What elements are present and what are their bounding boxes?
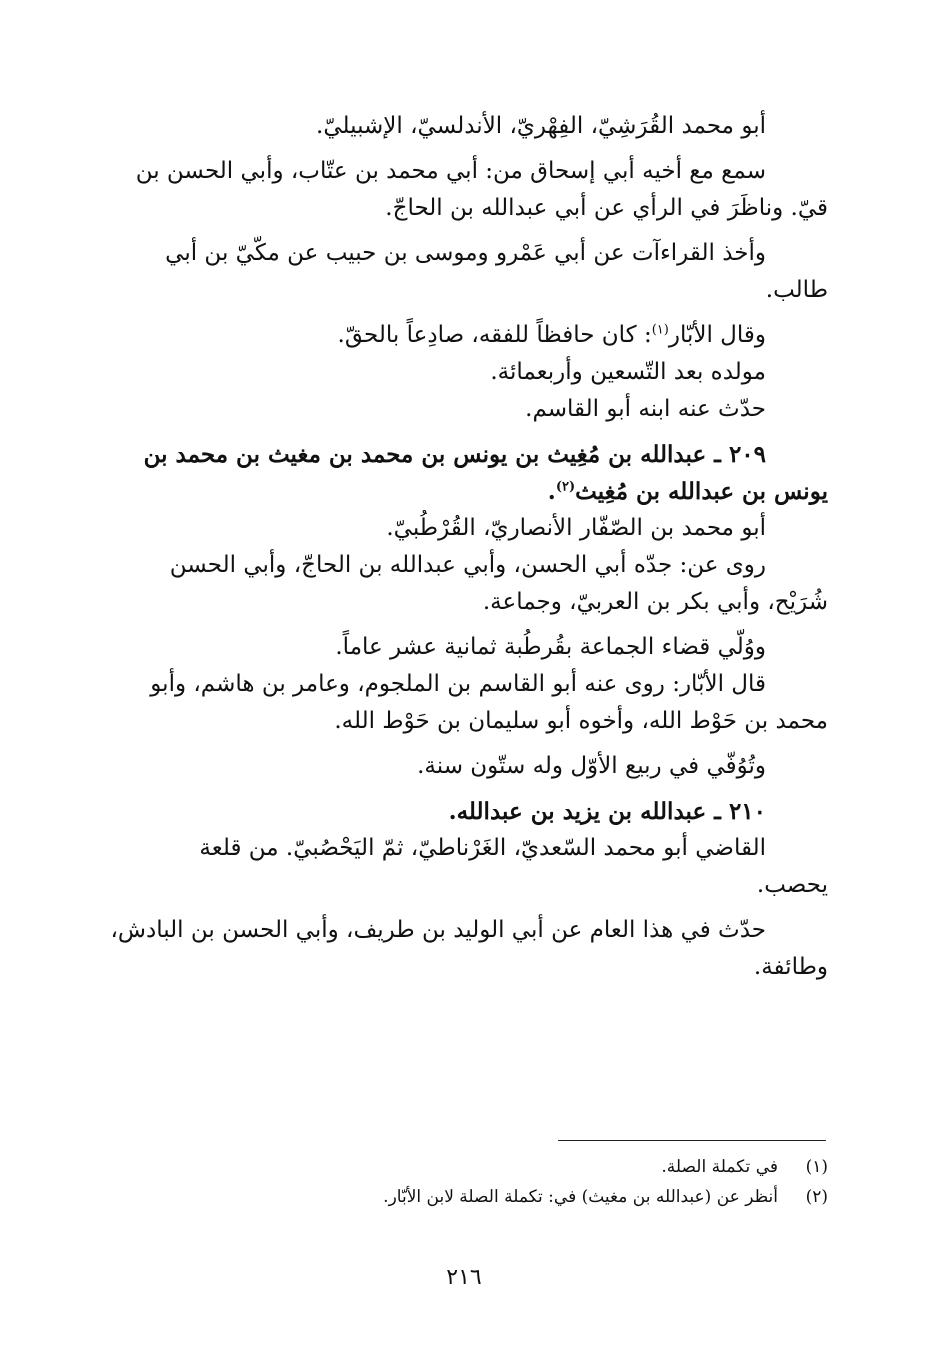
footnote-text: أنظر عن (عبدالله بن مغيث) في: تكملة الصلة لابن الأبّار. bbox=[383, 1187, 778, 1207]
text-line: وأخذ القراءآت عن أبي عَمْرو وموسى بن حبيب عن مكّيّ بن أبي bbox=[165, 240, 766, 266]
footnote-number: (١) bbox=[805, 1157, 828, 1177]
text-line: ٢١٠ ـ عبدالله بن يزيد بن عبدالله. bbox=[448, 798, 766, 825]
footnote bbox=[98, 1182, 828, 1212]
paragraph bbox=[98, 748, 828, 785]
text-line bbox=[98, 317, 828, 354]
footnote bbox=[98, 1152, 828, 1182]
text-run: وقال الأبّار bbox=[668, 322, 766, 348]
text-line: وتُوُفّي في ربيع الأوّل وله ستّون سنة. bbox=[417, 753, 766, 779]
page-number: ٢١٦ bbox=[446, 1265, 482, 1290]
text-line: قال الأبّار: روى عنه أبو القاسم بن الملجوم، وعامر بن هاشم، وأبو bbox=[150, 671, 766, 697]
footnote-ref: (٢) bbox=[555, 479, 576, 495]
text-line: حدّث في هذا العام عن أبي الوليد بن طريف، وأبي الحسن بن البادش، bbox=[110, 917, 766, 943]
text-line: أبو محمد بن الصّفّار الأنصاريّ، القُرْطُبيّ. bbox=[386, 515, 766, 541]
footnote-number: (٢) bbox=[805, 1187, 828, 1207]
paragraph bbox=[98, 391, 828, 428]
text-line: ووُلّي قضاء الجماعة بقُرطُبة ثمانية عشر عاماً. bbox=[335, 634, 766, 660]
text-line bbox=[98, 473, 828, 510]
paragraph bbox=[98, 830, 828, 904]
paragraph bbox=[98, 510, 828, 547]
footnote-text: في تكملة الصلة. bbox=[661, 1157, 778, 1177]
text-line: روى عن: جدّه أبي الحسن، وأبي عبدالله بن الحاجّ، وأبي الحسن bbox=[169, 552, 766, 578]
paragraph bbox=[98, 547, 828, 621]
main-text bbox=[98, 108, 828, 986]
paragraph bbox=[98, 153, 828, 227]
footnote-ref: (١) bbox=[651, 322, 669, 338]
paragraph bbox=[98, 912, 828, 986]
text-line: أبو محمد القُرَشِيّ، الفِهْريّ، الأندلسيّ، الإشبيليّ. bbox=[316, 113, 766, 139]
text-line: ٢٠٩ ـ عبدالله بن مُغِيث بن يونس بن محمد بن مغيث بن محمد بن bbox=[143, 441, 766, 468]
paragraph bbox=[98, 666, 828, 740]
text-line: القاضي أبو محمد السّعديّ، الغَرْناطيّ، ثمّ اليَحْصُبيّ. من قلعة bbox=[199, 835, 766, 861]
text-run: يونس بن عبدالله بن مُغِيث bbox=[575, 478, 828, 505]
footnote-divider bbox=[558, 1140, 826, 1141]
text-run: : كان حافظاً للفقه، صادِعاً بالحقّ. bbox=[337, 322, 652, 348]
entry-heading bbox=[98, 793, 828, 830]
footnotes bbox=[98, 1152, 828, 1212]
text-line: يحصب. bbox=[756, 872, 828, 898]
text-line: سمع مع أخيه أبي إسحاق من: أبي محمد بن عتّاب، وأبي الحسن بن bbox=[135, 158, 766, 184]
text-line: حدّث عنه ابنه أبو القاسم. bbox=[525, 396, 766, 422]
text-line: وطائفة. bbox=[753, 954, 828, 980]
entry-heading bbox=[98, 436, 828, 510]
text-line: مولده بعد التّسعين وأربعمائة. bbox=[490, 359, 766, 385]
paragraph bbox=[98, 108, 828, 145]
paragraph bbox=[98, 354, 828, 391]
paragraph bbox=[98, 235, 828, 309]
text-run: . bbox=[547, 478, 556, 505]
text-line: قيّ. وناظَرَ في الرأي عن أبي عبدالله بن الحاجّ. bbox=[385, 195, 828, 221]
paragraph bbox=[98, 629, 828, 666]
text-line: محمد بن حَوْط الله، وأخوه أبو سليمان بن حَوْط الله. bbox=[334, 708, 828, 734]
text-line: شُرَيْح، وأبي بكر بن العربيّ، وجماعة. bbox=[482, 589, 828, 615]
text-line: طالب. bbox=[765, 277, 828, 303]
paragraph bbox=[98, 317, 828, 354]
